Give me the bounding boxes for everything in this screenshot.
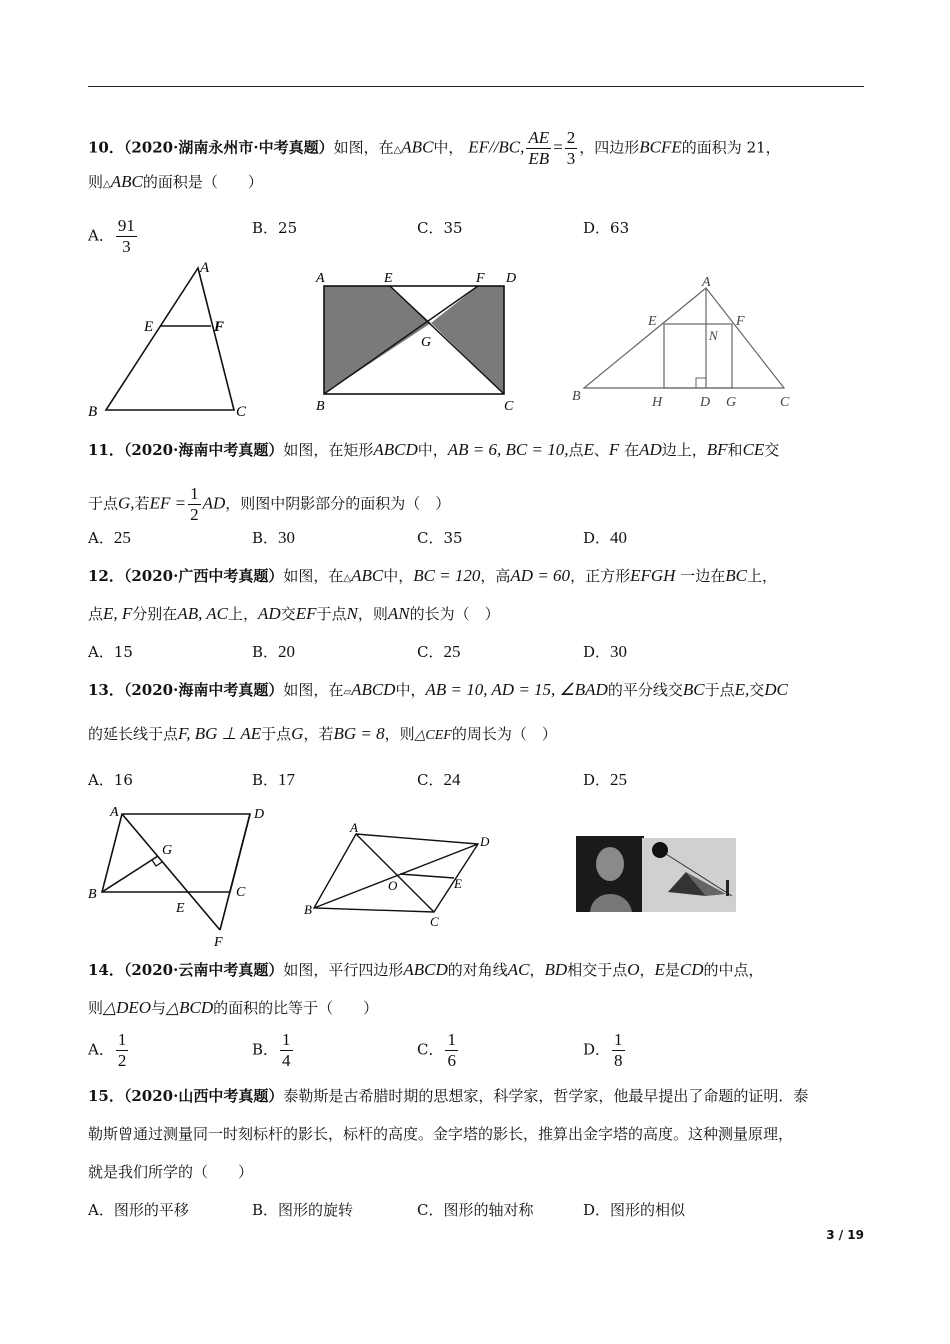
q11-option-a: A．25 <box>88 528 131 547</box>
page-number: 3 / 19 <box>826 1228 864 1242</box>
svg-text:A: A <box>702 275 711 290</box>
q13-option-d: D．25 <box>583 770 628 789</box>
svg-text:A: A <box>200 260 210 276</box>
q12-option-c: C．25 <box>417 642 461 661</box>
figure-q12-triangle-square <box>566 270 806 415</box>
q11-option-b: B．30 <box>252 528 296 547</box>
q11-line1: 11．（2020·海南中考真题）如图，在矩形ABCD中，AB = 6, BC = 10,点E、F 在AD边上，BF和CE交 <box>88 440 780 459</box>
svg-text:D: D <box>700 395 711 410</box>
svg-text:N: N <box>709 328 718 343</box>
q13-line2: 的延长线于点F, BG ⊥ AE于点G，若BG = 8，则△CEF的周长为（ ） <box>88 724 557 743</box>
q10-line1: 10．（2020·湖南永州市·中考真题）如图，在△ABC中， EF//BC, $\frac{AE}{EB}$ = $\frac{2}{3}$ ，四边形BCFE的面积为 21， <box>88 128 781 168</box>
q11-line2: 于点G,若EF = $\frac{1}{2}$ AD，则图中阴影部分的面积为（ ） <box>88 484 451 524</box>
figure-q11-rectangle <box>310 266 530 416</box>
q10-fraction-ae-eb: $\frac{AE}{EB}$ <box>528 128 550 168</box>
svg-text:B: B <box>304 902 312 917</box>
svg-text:D: D <box>480 834 490 849</box>
svg-text:E: E <box>176 901 185 916</box>
q14-line2: 则△DEO与△BCD的面积的比等于（ ） <box>88 998 379 1017</box>
q11-option-c: C．35 <box>417 529 463 547</box>
q15-option-a: A．图形的平移 <box>88 1201 189 1219</box>
figure-q10-triangle <box>80 256 260 426</box>
svg-text:B: B <box>316 399 325 414</box>
svg-text:F: F <box>214 935 223 950</box>
svg-text:E: E <box>384 271 393 286</box>
svg-text:E: E <box>454 876 462 891</box>
q10-option-a: A． $\frac{91}{3}$ <box>88 216 135 256</box>
figure-q13-parallelogram <box>84 800 274 950</box>
svg-text:D: D <box>254 807 265 822</box>
q15-line3: 就是我们所学的（ ） <box>88 1163 254 1181</box>
svg-text:O: O <box>388 878 398 893</box>
q12-line2: 点E, F分别在AB, AC上，AD交EF于点N，则AN的长为（ ） <box>88 604 500 623</box>
svg-text:E: E <box>648 314 657 329</box>
q14-option-a: A． $\frac{1}{2}$ <box>88 1030 127 1070</box>
svg-text:B: B <box>88 887 97 902</box>
q15-line2: 勒斯曾通过测量同一时刻标杆的影长，标杆的高度。金字塔的影长，推算出金字塔的高度。这种测量原理， <box>88 1125 794 1143</box>
q12-line1: 12．（2020·广西中考真题）如图，在△ABC中，BC = 120，高AD = 60，正方形EFGH 一边在BC上， <box>88 566 777 585</box>
svg-text:E: E <box>144 319 154 335</box>
svg-text:C: C <box>236 404 247 420</box>
q10-option-d: D．63 <box>583 219 630 237</box>
q11-fraction-1-2: $\frac{1}{2}$ <box>190 484 199 524</box>
thales-pyramid-image <box>576 836 740 916</box>
svg-text:C: C <box>430 914 439 929</box>
figure-q14-parallelogram <box>300 820 500 930</box>
q14-option-c: C． $\frac{1}{6}$ <box>417 1030 456 1070</box>
q13-option-b: B．17 <box>252 770 296 789</box>
q14-option-b: B． $\frac{1}{4}$ <box>252 1030 291 1070</box>
svg-text:F: F <box>736 314 745 329</box>
q11-option-d: D．40 <box>583 528 628 547</box>
svg-text:H: H <box>652 395 663 410</box>
svg-text:A: A <box>316 271 325 286</box>
svg-text:C: C <box>780 395 790 410</box>
svg-text:A: A <box>110 805 119 820</box>
q15-option-b: B．图形的旋转 <box>252 1201 354 1219</box>
q14-option-d: D． $\frac{1}{8}$ <box>583 1030 623 1070</box>
svg-text:G: G <box>726 395 737 410</box>
q10-line2: 则△ABC的面积是（ ） <box>88 172 263 191</box>
svg-text:A: A <box>350 820 358 835</box>
q12-option-b: B．20 <box>252 642 296 661</box>
svg-text:D: D <box>506 271 517 286</box>
q13-option-a: A．16 <box>88 771 133 789</box>
q10-option-c: C．35 <box>417 219 463 237</box>
q15-option-d: D．图形的相似 <box>583 1201 686 1219</box>
q13-line1: 13．（2020·海南中考真题）如图，在▱ABCD中，AB = 10, AD = 15, ∠BAD的平分线交BC于点E,交DC <box>88 680 788 699</box>
q15-option-c: C．图形的轴对称 <box>417 1201 534 1219</box>
q14-line1: 14．（2020·云南中考真题）如图，平行四边形ABCD的对角线AC，BD相交于点O，E是CD的中点， <box>88 960 764 979</box>
svg-text:C: C <box>504 399 514 414</box>
svg-text:G: G <box>421 335 432 350</box>
svg-text:C: C <box>236 885 246 900</box>
q12-option-a: A．15 <box>88 643 133 661</box>
q12-option-d: D．30 <box>583 642 628 661</box>
q15-line1: 15．（2020·山西中考真题）泰勒斯是古希腊时期的思想家，科学家，哲学家，他最早提出了命题的证明．泰 <box>88 1087 809 1105</box>
q13-option-c: C．24 <box>417 770 461 789</box>
q10-fraction-2-3: $\frac{2}{3}$ <box>566 128 576 168</box>
header-rule <box>88 86 864 87</box>
svg-text:B: B <box>572 389 581 404</box>
svg-text:B: B <box>88 404 98 420</box>
q10-option-b: B．25 <box>252 219 298 237</box>
svg-text:G: G <box>162 843 173 858</box>
svg-text:F: F <box>214 319 225 335</box>
svg-text:F: F <box>476 271 485 286</box>
